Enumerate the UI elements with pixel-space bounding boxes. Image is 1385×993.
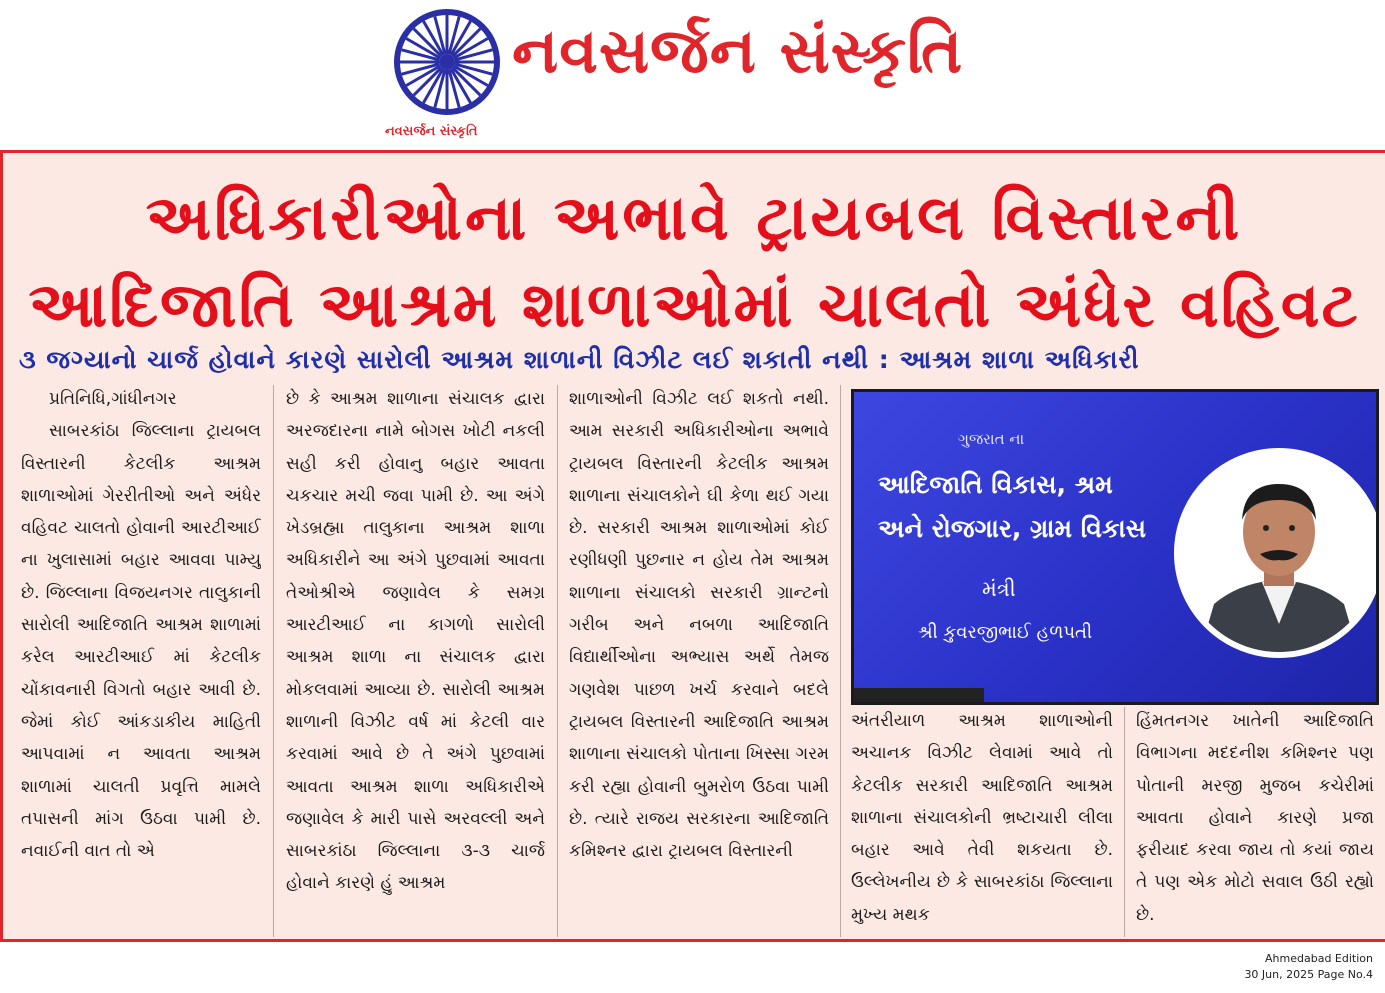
article-column-1 (21, 383, 261, 939)
edition-info (1244, 951, 1373, 983)
headline-line-2: આદિજાતિ આશ્રમ શાળાઓમાં ચાલતો અંધેર વહિવટ (28, 268, 1360, 341)
column-1-text: સાબરકાંઠા જિલ્લાના ટ્રાયબલ વિસ્તારની કેટલીક આશ્રમ શાળાઓમાં ગેરરીતીઓ અને અંધેર વહિવટ ચાલતો હોવાની આરટીઆઈ ના ખુલાસામાં બહાર આવવા પામ્યુ છે. જિલ્લાના વિજયનગર તાલુકાની સારોલી આદિજાતિ આશ્રમ શાળામાં કરેલ આરટીઆઈ માં કેટલીક ચોંકાવનારી વિગતો બહાર આવી છે. જેમાં કોઈ આંકડાકીય માહિતી આપવામાં ન આવતા આશ્રમ શાળામાં ચાલતી પ્રવૃત્તિ મામલે તપાસની માંગ ઉઠવા પામી છે. નવાઈની વાત તો એ (21, 421, 261, 862)
edition-name: Ahmedabad Edition (1265, 952, 1373, 965)
column-3-text: શાળાઓની વિઝીટ લઈ શકતો નથી. આમ સરકારી અધિકારીઓના અભાવે ટ્રાયબલ વિસ્તારની કેટલીક આશ્રમ શાળાના સંચાલકોને ઘી કેળા થઈ ગયા છે. સરકારી આશ્રમ શાળાઓમાં કોઈ રણીધણી પુછનાર ન હોય તેમ આશ્રમ શાળાના સંચાલકો સરકારી ગ્રાન્ટનો ગરીબ અને નબળા આદિજાતિ વિદ્યાર્થીઓના અભ્યાસ અર્થે તેમજ ગણવેશ પાછળ ખર્ચ કરવાને બદલે ટ્રાયબલ વિસ્તારની આદિજાતિ આશ્રમ શાળાના સંચાલકો પોતાના ખિસ્સા ગરમ કરી રહ્યા હોવાની બુમરોળ ઉઠવા પામી છે. ત્યારે રાજય સરકારના આદિજાતિ કમિશ્નર દ્વારા ટ્રાયબલ વિસ્તારની (569, 389, 829, 862)
masthead (0, 0, 1385, 148)
photo-minister-name: શ્રી કુવરજીભાઈ હળપતી (918, 622, 1093, 643)
subheadline: ૩ જગ્યાનો ચાર્જ હોવાને કારણે સારોલી આશ્રમ શાળાની વિઝીટ લઈ શકાતી નથી : આશ્રમ શાળા અધિકારી (19, 345, 1140, 374)
column-5-text: હિંમતનગર ખાતેની આદિજાતિ વિભાગના મદદનીશ કમિશ્નર પણ પોતાની મરજી મુજબ કચેરીમાં આવતા હોવાને કારણે પ્રજા ફરીયાદ કરવા જાય તો કયાં જાય તે પણ એક મોટો સવાલ ઉઠી રહ્યો છે. (1136, 711, 1374, 925)
article-column-3 (569, 383, 829, 939)
photo-department-line-2: અને રોજગાર, ગ્રામ વિકાસ (878, 514, 1147, 543)
column-divider (557, 385, 558, 937)
masthead-title: નવસર્જન સંસ્કૃતિ (512, 14, 964, 87)
article-panel (0, 150, 1385, 942)
column-4-text: અંતરીયાળ આશ્રમ શાળાઓની અચાનક વિઝીટ લેવામાં આવે તો કેટલીક સરકારી આદિજાતિ આશ્રમ શાળાના સંચાલકોની ભ્રષ્ટાચારી લીલા બહાર આવે તેવી શકયતા છે. ઉલ્લેખનીય છે કે સાબરકાંઠા જિલ્લાના મુખ્ય મથક (851, 711, 1113, 925)
photo-kicker: ગુજરાત ના (958, 430, 1025, 448)
minister-photo (851, 389, 1379, 705)
dateline: પ્રતિનિધિ,ગાંધીનગર (49, 389, 177, 409)
person-portrait-icon (1180, 454, 1378, 652)
column-2-text: છે કે આશ્રમ શાળાના સંચાલક દ્વારા અરજદારના નામે બોગસ ખોટી નકલી સહી કરી હોવાનુ બહાર આવતા ચકચાર મચી જવા પામી છે. આ અંગે ખેડબ્રહ્મા તાલુકાના આશ્રમ શાળા અધિકારીને આ અંગે પુછવામાં આવતા તેઓશ્રીએ જણાવેલ કે સમગ્ર આરટીઆઈ ના કાગળો સારોલી આશ્રમ શાળા ના સંચાલક દ્વારા મોકલવામાં આવ્યા છે. સારોલી આશ્રમ શાળાની વિઝીટ વર્ષ માં કેટલી વાર કરવામાં આવે છે તે અંગે પુછવામાં આવતા આશ્રમ શાળા અધિકારીએ જણાવેલ કે મારી પાસે અરવલ્લી અને સાબરકાંઠા જિલ્લાના ૩-૩ ચાર્જ હોવાને કારણે હું આશ્રમ (286, 389, 545, 894)
photo-role: મંત્રી (982, 577, 1016, 601)
ashoka-chakra-logo (388, 8, 506, 116)
article-column-5 (1136, 705, 1374, 939)
masthead-subtitle: નવસર્જન સંસ્કૃતિ (385, 124, 478, 139)
article-column-4 (851, 705, 1113, 939)
column-divider (273, 385, 274, 937)
column-divider (840, 385, 841, 937)
photo-department-line-1: આદિજાતિ વિકાસ, શ્રમ (878, 470, 1113, 499)
headline-line-1: અધિકારીઓના અભાવે ટ્રાયબલ વિસ્તારની (145, 181, 1243, 254)
edition-date-page: 30 Jun, 2025 Page No.4 (1244, 968, 1373, 981)
column-divider (1124, 707, 1125, 937)
minister-portrait (1174, 448, 1379, 658)
photo-caption-bar (854, 688, 984, 704)
article-column-2 (286, 383, 545, 939)
